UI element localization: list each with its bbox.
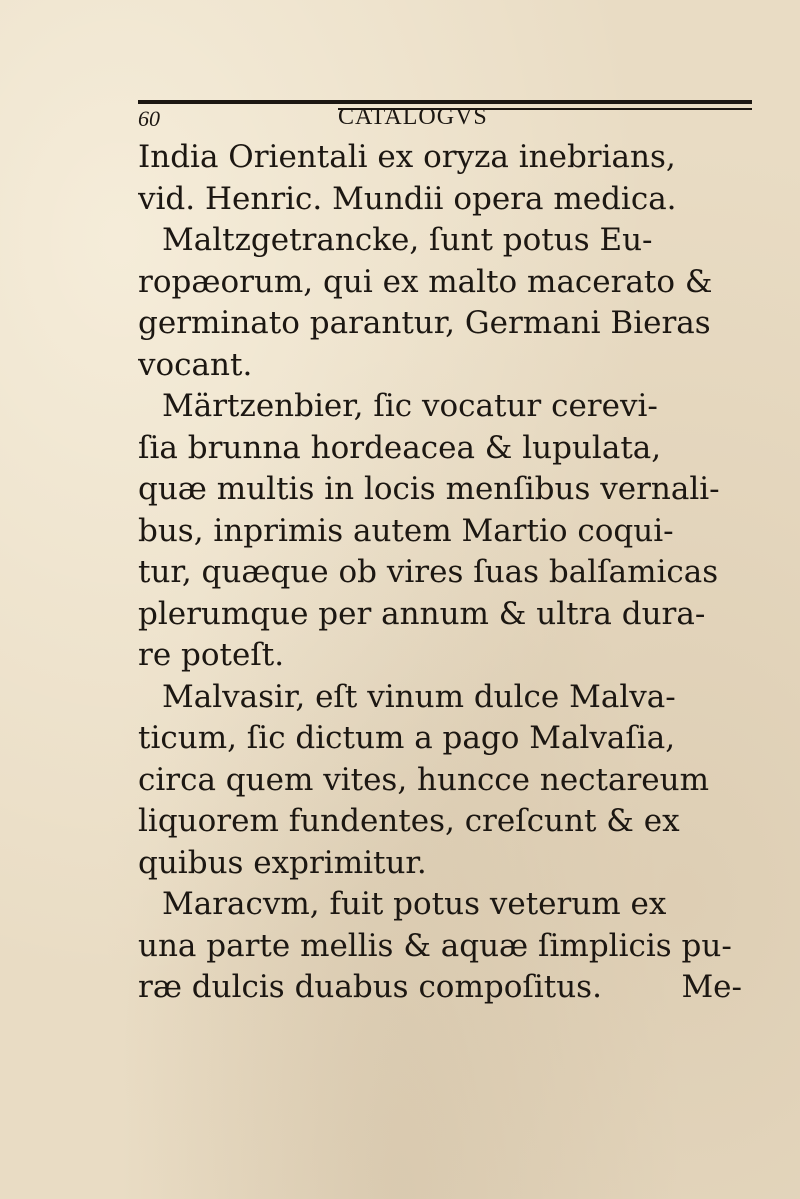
text-line: Märtzenbier, ſic vocatur cerevi- [162, 388, 658, 424]
text-line: ſia brunna hordeacea & lupulata, [138, 429, 662, 466]
text-line: ticum, ſic dictum a pago Malvaſia, [138, 720, 676, 756]
page-header [138, 100, 752, 132]
text-line: germinato parantur, Germani Bieras [138, 305, 711, 341]
text-line: liquorem fundentes, creſcunt & ex [138, 803, 680, 839]
text-line: circa quem vites, huncce nectareum [138, 761, 710, 798]
text-line: India Orientali ex oryza inebrians, [138, 139, 676, 175]
text-line: re poteſt. [138, 637, 285, 673]
text-line: quæ multis in locis menſibus vernali- [138, 471, 720, 507]
last-line-text: ræ dulcis duabus compoſitus. [138, 969, 602, 1005]
text-line: plerumque per annum & ultra dura- [138, 595, 706, 632]
text-line: ropæorum, qui ex malto macerato & [138, 263, 713, 300]
text-line: una parte mellis & aquæ ſimplicis pu- [138, 927, 732, 964]
text-line: Malvasir, eſt vinum dulce Malva- [162, 678, 676, 715]
text-line [138, 967, 752, 1009]
body-text [138, 137, 752, 1009]
text-line: Maracvm, fuit potus veterum ex [162, 886, 667, 922]
page-number: 60 [138, 106, 160, 131]
text-line: tur, quæque ob vires ſuas balſamicas [138, 554, 719, 590]
text-line: bus, inprimis autem Martio coqui- [138, 512, 674, 549]
text-line: Maltzgetrancke, ſunt potus Eu- [162, 222, 653, 258]
running-head: CATALOGVS [338, 104, 488, 130]
text-line: vocant. [138, 346, 253, 383]
catchword: Me- [681, 969, 742, 1005]
text-line: vid. Henric. Mundii opera medica. [138, 180, 677, 217]
text-line: quibus exprimitur. [138, 844, 427, 881]
